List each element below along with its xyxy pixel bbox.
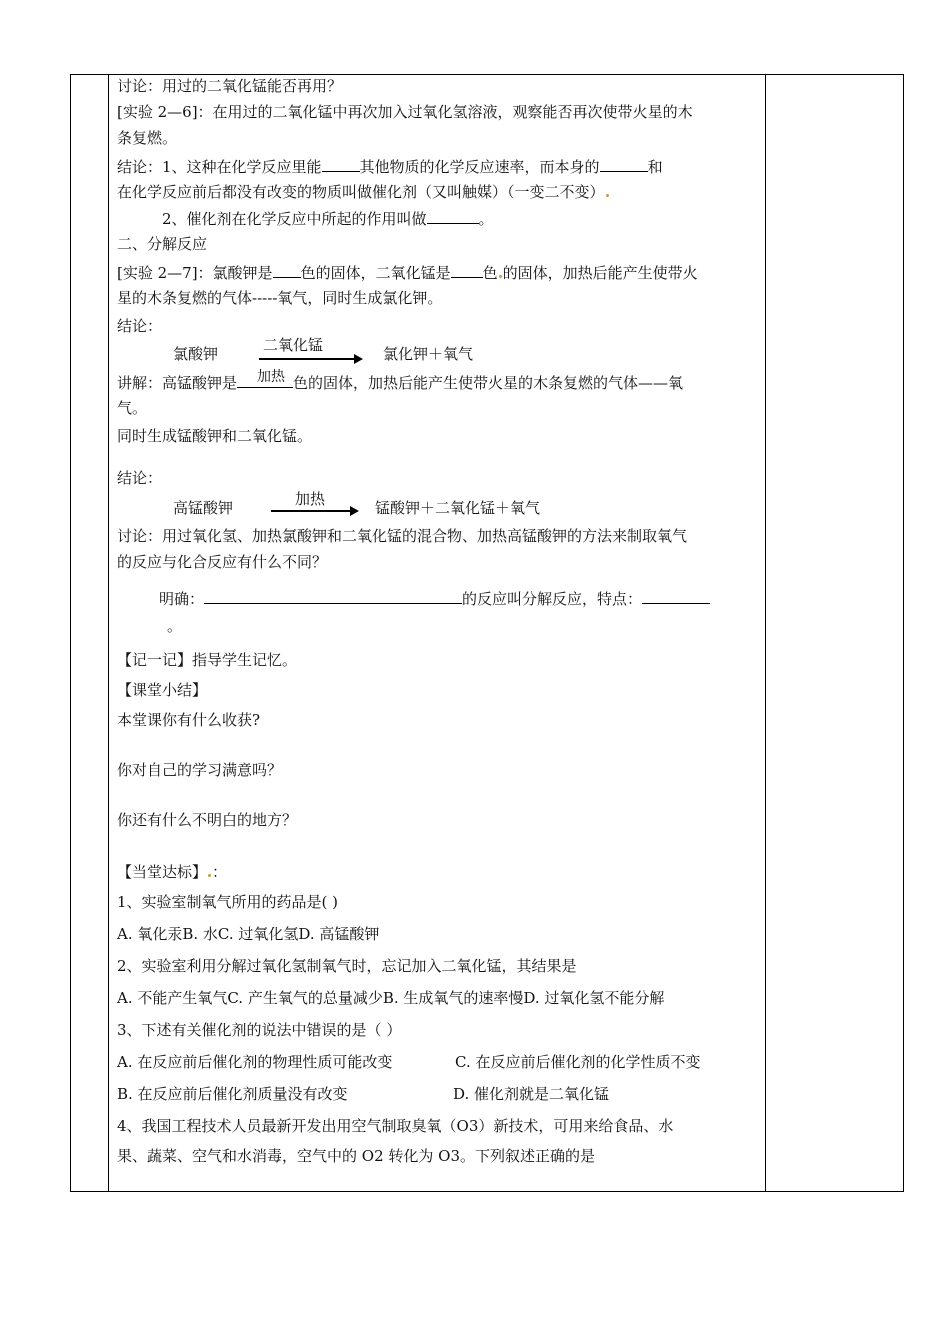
dot-mark xyxy=(606,194,609,197)
conclusion-label-2: 结论： xyxy=(117,469,163,487)
blank xyxy=(273,262,301,278)
section-decomposition: 二、分解反应 xyxy=(117,235,208,253)
eq1-arrow xyxy=(259,358,355,360)
eq1-condition: 加热 xyxy=(257,369,286,385)
question-3-option-c: C. 在反应前后催化剂的化学性质不变 xyxy=(455,1053,701,1071)
blank xyxy=(600,156,648,172)
eq1-reactant: 氯酸钾 xyxy=(173,345,219,363)
dot-mark xyxy=(499,275,502,278)
summary-q3: 你还有什么不明白的地方？ xyxy=(117,811,298,829)
conclusion-2: 2、催化剂在化学反应中所起的作用叫做 。 xyxy=(162,210,494,228)
question-3-option-b: B. 在反应前后催化剂质量没有改变 xyxy=(117,1085,348,1103)
blank xyxy=(642,588,710,604)
summary-q2: 你对自己的学习满意吗？ xyxy=(117,761,283,779)
definition-end: 。 xyxy=(167,617,183,635)
experiment-2-7: [实验 2—7]：氯酸钾是 色的固体，二氧化锰是 色 的固体，加热后能产生使带火 xyxy=(117,264,698,282)
blank xyxy=(322,156,360,172)
eq2-condition: 加热 xyxy=(295,490,326,508)
question-2: 2、实验室利用分解过氧化氢制氧气时，忘记加入二氧化锰，其结果是 xyxy=(117,957,577,975)
explanation-kmno4: 讲解：高锰酸钾是 加热 色的固体，加热后能产生使带火星的木条复燃的气体——氧 xyxy=(117,369,684,392)
eq2-reactant: 高锰酸钾 xyxy=(173,499,234,517)
explanation-kmno4-cont: 气。 xyxy=(117,399,148,417)
eq2-products: 锰酸钾＋二氧化锰＋氧气 xyxy=(375,499,541,517)
summary-q1: 本堂课你有什么收获? xyxy=(117,711,261,729)
question-1-options: A. 氧化汞B. 水C. 过氧化氢D. 高锰酸钾 xyxy=(117,925,380,943)
explanation-products: 同时生成锰酸钾和二氧化锰。 xyxy=(117,427,313,445)
blank xyxy=(427,208,479,224)
dot-mark xyxy=(208,874,211,877)
eq1-products: 氯化钾＋氧气 xyxy=(383,345,474,363)
blank xyxy=(204,588,462,604)
question-3-option-a: A. 在反应前后催化剂的物理性质可能改变 xyxy=(117,1053,393,1071)
question-1: 1、实验室制氧气所用的药品是( ) xyxy=(117,893,339,911)
question-2-options: A. 不能产生氧气C. 产生氧气的总量减少B. 生成氧气的速率慢D. 过氧化氢不能分解 xyxy=(117,989,665,1007)
experiment-2-6: [实验 2—6]：在用过的二氧化锰中再次加入过氧化氢溶液，观察能否再次使带火星的木 xyxy=(117,103,693,121)
practice-heading: 【当堂达标】 ： xyxy=(117,863,228,881)
eq1-catalyst: 二氧化锰 xyxy=(263,336,324,354)
discussion-difference-cont: 的反应与化合反应有什么不同？ xyxy=(117,553,328,571)
question-3: 3、下述有关催化剂的说法中错误的是（ ） xyxy=(117,1021,402,1039)
column-divider-right xyxy=(765,74,766,1192)
conclusion-label: 结论： xyxy=(117,317,163,335)
experiment-2-7-cont: 星的木条复燃的气体-----氧气，同时生成氯化钾。 xyxy=(117,289,443,307)
experiment-2-6-cont: 条复燃。 xyxy=(117,129,178,147)
discussion-difference: 讨论：用过氧化氢、加热氯酸钾和二氧化锰的混合物、加热高锰酸钾的方法来制取氧气 xyxy=(117,527,688,545)
question-3-option-d: D. 催化剂就是二氧化锰 xyxy=(453,1085,610,1103)
blank xyxy=(451,262,483,278)
eq2-arrow xyxy=(271,510,351,512)
question-4-cont: 果、蔬菜、空气和水消毒，空气中的 O2 转化为 O3。下列叙述正确的是 xyxy=(117,1147,595,1165)
discussion-reuse: 讨论：用过的二氧化锰能否再用？ xyxy=(117,77,343,95)
conclusion-1: 结论：1、这种在化学反应里能 其他物质的化学反应速率，而本身的 和 xyxy=(117,158,663,176)
column-divider-left xyxy=(108,74,109,1192)
definition-line: 明确： 的反应叫分解反应，特点： xyxy=(159,588,710,609)
conclusion-1-cont: 在化学反应前后都没有改变的物质叫做催化剂（又叫触媒）（一变二不变） xyxy=(117,182,610,202)
summary-heading: 【课堂小结】 xyxy=(117,681,208,699)
remember-section: 【记一记】指导学生记忆。 xyxy=(117,651,298,669)
question-4: 4、我国工程技术人员最新开发出用空气制取臭氧（O3）新技术，可用来给食品、水 xyxy=(117,1117,674,1135)
blank xyxy=(237,369,293,388)
